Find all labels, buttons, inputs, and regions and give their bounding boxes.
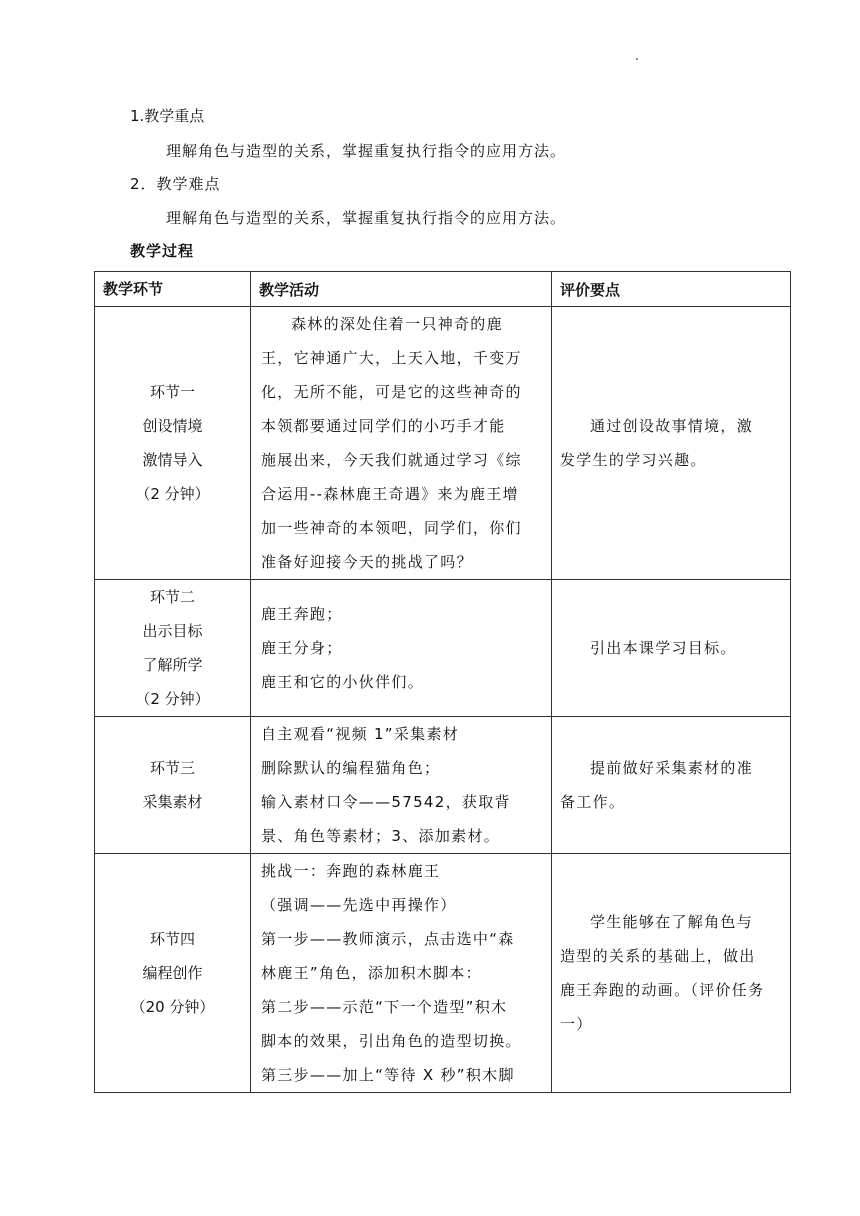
evaluation-line: 发学生的学习兴趣。 xyxy=(560,451,707,469)
activity-cell xyxy=(251,307,552,580)
activity-line: 鹿王奔跑； xyxy=(261,605,343,623)
stage-line: 环节二 xyxy=(149,588,195,606)
process-title: 教学过程 xyxy=(130,242,195,260)
activity-line: 本领都要通过同学们的小巧手才能 xyxy=(261,417,506,435)
table-header-row xyxy=(95,272,791,307)
evaluation-cell xyxy=(552,580,791,717)
activity-cell xyxy=(251,854,552,1093)
process-table xyxy=(94,271,791,1093)
activity-line: 王，它神通广大，上天入地，千变万 xyxy=(261,349,522,367)
stage-line: 采集素材 xyxy=(142,793,203,811)
stage-cell xyxy=(95,580,251,717)
evaluation-line: 通过创设故事情境，激 xyxy=(590,417,754,435)
stage-cell xyxy=(95,854,251,1093)
activity-line: 合运用--森林鹿王奇遇》来为鹿王增 xyxy=(261,485,519,503)
activity-line: 输入素材口令——57542，获取背 xyxy=(261,793,511,811)
activity-line: 自主观看“视频 1”采集素材 xyxy=(261,725,460,743)
stage-cell xyxy=(95,717,251,854)
activity-line: 施展出来，今天我们就通过学习《综 xyxy=(261,451,522,469)
header-evaluation: 评价要点 xyxy=(552,272,791,307)
evaluation-cell xyxy=(552,717,791,854)
activity-line: 林鹿王”角色，添加积木脚本： xyxy=(261,964,482,982)
activity-cell xyxy=(251,580,552,717)
stage-line: 创设情境 xyxy=(142,417,203,435)
header-stage: 教学环节 xyxy=(95,272,251,307)
evaluation-line: 引出本课学习目标。 xyxy=(590,639,737,657)
table-row xyxy=(95,580,791,717)
evaluation-line: 备工作。 xyxy=(560,793,626,811)
evaluation-line: 学生能够在了解角色与 xyxy=(590,913,754,931)
activity-line: 第三步——加上“等待 X 秒”积木脚 xyxy=(261,1066,515,1084)
evaluation-line: 提前做好采集素材的准 xyxy=(590,759,754,777)
activity-line: 脚本的效果，引出角色的造型切换。 xyxy=(261,1032,522,1050)
table-row xyxy=(95,854,791,1093)
stage-line: （20 分钟） xyxy=(130,998,215,1016)
activity-line: 挑战一：奔跑的森林鹿王 xyxy=(261,862,441,880)
activity-line: 加一些神奇的本领吧，同学们，你们 xyxy=(261,519,522,537)
evaluation-line: 鹿王奔跑的动画。（评价任务 xyxy=(560,981,765,999)
activity-line: 森林的深处住着一只神奇的鹿 xyxy=(291,315,503,333)
stage-line: 了解所学 xyxy=(142,656,203,674)
activity-line: 景、角色等素材；3、添加素材。 xyxy=(261,827,501,845)
activity-line: 鹿王分身； xyxy=(261,639,343,657)
activity-line: 第二步——示范“下一个造型”积木 xyxy=(261,998,508,1016)
page-dot xyxy=(636,58,638,60)
stage-line: 环节四 xyxy=(149,930,195,948)
activity-line: 第一步——教师演示，点击选中“森 xyxy=(261,930,515,948)
evaluation-line: 一） xyxy=(560,1015,593,1033)
stage-line: 激情导入 xyxy=(142,451,203,469)
stage-line: （2 分钟） xyxy=(135,485,210,503)
table-row xyxy=(95,307,791,580)
activity-line: （强调——先选中再操作） xyxy=(261,896,457,914)
header-activity: 教学活动 xyxy=(251,272,552,307)
evaluation-line: 造型的关系的基础上，做出 xyxy=(560,947,756,965)
activity-line: 删除默认的编程猫角色； xyxy=(261,759,441,777)
activity-line: 化，无所不能，可是它的这些神奇的 xyxy=(261,383,522,401)
stage-line: 出示目标 xyxy=(142,622,203,640)
section1-text: 理解角色与造型的关系，掌握重复执行指令的应用方法。 xyxy=(166,142,567,160)
activity-line: 鹿王和它的小伙伴们。 xyxy=(261,673,425,691)
section2-title: 2．教学难点 xyxy=(130,175,221,193)
stage-cell xyxy=(95,307,251,580)
stage-line: 环节一 xyxy=(149,383,195,401)
stage-line: 环节三 xyxy=(149,759,195,777)
activity-cell xyxy=(251,717,552,854)
section1-title: 1.教学重点 xyxy=(130,107,205,125)
table-row xyxy=(95,717,791,854)
evaluation-cell xyxy=(552,307,791,580)
section2-text: 理解角色与造型的关系，掌握重复执行指令的应用方法。 xyxy=(166,209,567,227)
activity-line: 准备好迎接今天的挑战了吗？ xyxy=(261,553,473,571)
evaluation-cell xyxy=(552,854,791,1093)
stage-line: 编程创作 xyxy=(142,964,203,982)
stage-line: （2 分钟） xyxy=(135,690,210,708)
